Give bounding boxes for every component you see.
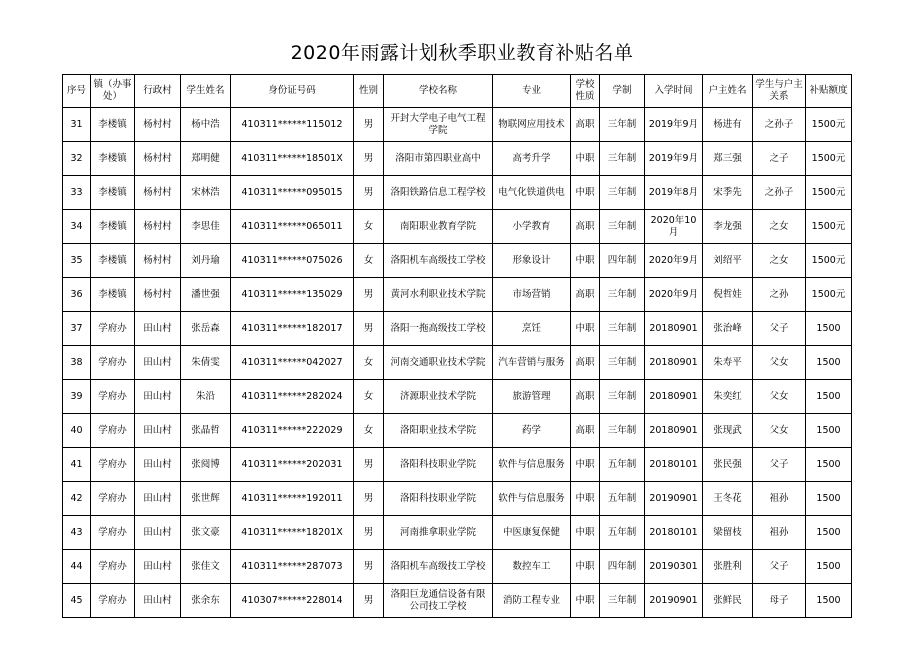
cell-col-relation: 之女 <box>753 244 806 278</box>
cell-col-town: 学府办 <box>91 448 135 482</box>
header-col-duration: 学制 <box>600 75 645 108</box>
cell-col-school-name: 洛阳科技职业学院 <box>384 482 493 516</box>
cell-col-householder: 倪哲娃 <box>703 278 753 312</box>
cell-col-major: 高考升学 <box>493 142 571 176</box>
cell-col-no: 44 <box>63 550 91 584</box>
cell-col-id-number: 410311******115012 <box>231 108 354 142</box>
cell-col-id-number: 410311******095015 <box>231 176 354 210</box>
cell-col-school-type: 中职 <box>571 482 600 516</box>
cell-col-id-number: 410311******18201X <box>231 516 354 550</box>
cell-col-duration: 四年制 <box>600 550 645 584</box>
cell-col-householder: 梁留枝 <box>703 516 753 550</box>
cell-col-school-type: 高职 <box>571 380 600 414</box>
cell-col-gender: 女 <box>354 244 384 278</box>
cell-col-town: 学府办 <box>91 550 135 584</box>
cell-col-duration: 三年制 <box>600 312 645 346</box>
cell-col-subsidy: 1500元 <box>806 244 852 278</box>
cell-col-town: 李楼镇 <box>91 244 135 278</box>
cell-col-gender: 男 <box>354 482 384 516</box>
table-row <box>63 346 852 380</box>
cell-col-major: 形象设计 <box>493 244 571 278</box>
cell-col-relation: 祖孙 <box>753 482 806 516</box>
cell-col-school-type: 中职 <box>571 448 600 482</box>
cell-col-id-number: 410311******18501X <box>231 142 354 176</box>
cell-col-relation: 之子 <box>753 142 806 176</box>
cell-col-relation: 父子 <box>753 312 806 346</box>
cell-col-student-name: 杨中浩 <box>181 108 231 142</box>
cell-col-major: 烹饪 <box>493 312 571 346</box>
cell-col-major: 软件与信息服务 <box>493 448 571 482</box>
cell-col-gender: 男 <box>354 142 384 176</box>
cell-col-relation: 之孙 <box>753 278 806 312</box>
cell-col-village: 田山村 <box>135 346 181 380</box>
cell-col-id-number: 410311******065011 <box>231 210 354 244</box>
cell-col-school-type: 高职 <box>571 414 600 448</box>
cell-col-major: 数控车工 <box>493 550 571 584</box>
cell-col-id-number: 410311******182017 <box>231 312 354 346</box>
cell-col-subsidy: 1500 <box>806 346 852 380</box>
cell-col-school-name: 开封大学电子电气工程学院 <box>384 108 493 142</box>
cell-col-student-name: 张岳森 <box>181 312 231 346</box>
cell-col-householder: 刘绍平 <box>703 244 753 278</box>
cell-col-householder: 张民强 <box>703 448 753 482</box>
header-col-no: 序号 <box>63 75 91 108</box>
cell-col-gender: 女 <box>354 414 384 448</box>
cell-col-town: 李楼镇 <box>91 108 135 142</box>
cell-col-school-name: 洛阳科技职业学院 <box>384 448 493 482</box>
cell-col-student-name: 郑明健 <box>181 142 231 176</box>
cell-col-major: 旅游管理 <box>493 380 571 414</box>
cell-col-subsidy: 1500元 <box>806 210 852 244</box>
cell-col-no: 41 <box>63 448 91 482</box>
cell-col-relation: 祖孙 <box>753 516 806 550</box>
cell-col-gender: 女 <box>354 346 384 380</box>
cell-col-enroll-date: 2020年10月 <box>645 210 703 244</box>
table-row <box>63 550 852 584</box>
cell-col-village: 杨村村 <box>135 278 181 312</box>
cell-col-relation: 父女 <box>753 346 806 380</box>
header-col-relation: 学生与户主关系 <box>753 75 806 108</box>
cell-col-student-name: 张佳文 <box>181 550 231 584</box>
cell-col-duration: 三年制 <box>600 176 645 210</box>
table-row <box>63 312 852 346</box>
cell-col-school-type: 高职 <box>571 346 600 380</box>
cell-col-gender: 男 <box>354 550 384 584</box>
subsidy-table <box>62 74 852 618</box>
cell-col-village: 田山村 <box>135 516 181 550</box>
cell-col-enroll-date: 20180101 <box>645 516 703 550</box>
cell-col-duration: 三年制 <box>600 108 645 142</box>
cell-col-no: 35 <box>63 244 91 278</box>
header-col-school-type: 学校性质 <box>571 75 600 108</box>
cell-col-householder: 张现武 <box>703 414 753 448</box>
cell-col-enroll-date: 20180901 <box>645 312 703 346</box>
cell-col-subsidy: 1500 <box>806 448 852 482</box>
cell-col-major: 市场营销 <box>493 278 571 312</box>
cell-col-major: 物联网应用技术 <box>493 108 571 142</box>
cell-col-subsidy: 1500 <box>806 584 852 618</box>
table-row <box>63 482 852 516</box>
cell-col-gender: 男 <box>354 176 384 210</box>
cell-col-school-type: 中职 <box>571 176 600 210</box>
cell-col-school-name: 济源职业技术学院 <box>384 380 493 414</box>
cell-col-subsidy: 1500元 <box>806 108 852 142</box>
cell-col-school-type: 中职 <box>571 584 600 618</box>
cell-col-duration: 三年制 <box>600 278 645 312</box>
cell-col-enroll-date: 2020年9月 <box>645 278 703 312</box>
cell-col-town: 学府办 <box>91 482 135 516</box>
cell-col-enroll-date: 2020年9月 <box>645 244 703 278</box>
cell-col-duration: 五年制 <box>600 482 645 516</box>
cell-col-school-name: 河南推拿职业学院 <box>384 516 493 550</box>
cell-col-village: 杨村村 <box>135 176 181 210</box>
cell-col-subsidy: 1500元 <box>806 142 852 176</box>
cell-col-village: 杨村村 <box>135 210 181 244</box>
cell-col-major: 软件与信息服务 <box>493 482 571 516</box>
table-row <box>63 448 852 482</box>
cell-col-gender: 女 <box>354 380 384 414</box>
cell-col-village: 杨村村 <box>135 142 181 176</box>
cell-col-student-name: 张余东 <box>181 584 231 618</box>
cell-col-town: 李楼镇 <box>91 142 135 176</box>
cell-col-gender: 女 <box>354 210 384 244</box>
cell-col-relation: 之孙子 <box>753 176 806 210</box>
header-col-gender: 性别 <box>354 75 384 108</box>
cell-col-householder: 宋季先 <box>703 176 753 210</box>
cell-col-school-name: 洛阳机车高级技工学校 <box>384 244 493 278</box>
header-col-subsidy: 补贴额度 <box>806 75 852 108</box>
cell-col-householder: 王冬花 <box>703 482 753 516</box>
cell-col-student-name: 宋林浩 <box>181 176 231 210</box>
cell-col-householder: 张胜利 <box>703 550 753 584</box>
cell-col-no: 32 <box>63 142 91 176</box>
cell-col-no: 34 <box>63 210 91 244</box>
table-row <box>63 176 852 210</box>
cell-col-no: 37 <box>63 312 91 346</box>
table-row <box>63 278 852 312</box>
cell-col-major: 药学 <box>493 414 571 448</box>
cell-col-school-type: 中职 <box>571 516 600 550</box>
cell-col-town: 学府办 <box>91 380 135 414</box>
cell-col-gender: 男 <box>354 516 384 550</box>
table-row <box>63 142 852 176</box>
cell-col-town: 学府办 <box>91 414 135 448</box>
cell-col-gender: 男 <box>354 448 384 482</box>
cell-col-subsidy: 1500元 <box>806 176 852 210</box>
cell-col-student-name: 朱沿 <box>181 380 231 414</box>
cell-col-student-name: 潘世强 <box>181 278 231 312</box>
cell-col-subsidy: 1500 <box>806 516 852 550</box>
cell-col-student-name: 刘丹瑜 <box>181 244 231 278</box>
cell-col-householder: 朱奕红 <box>703 380 753 414</box>
cell-col-student-name: 张晶哲 <box>181 414 231 448</box>
cell-col-student-name: 张文豪 <box>181 516 231 550</box>
cell-col-major: 小学教育 <box>493 210 571 244</box>
cell-col-school-type: 中职 <box>571 550 600 584</box>
header-col-enroll-date: 入学时间 <box>645 75 703 108</box>
cell-col-no: 36 <box>63 278 91 312</box>
cell-col-village: 田山村 <box>135 380 181 414</box>
cell-col-town: 学府办 <box>91 346 135 380</box>
cell-col-school-name: 南阳职业教育学院 <box>384 210 493 244</box>
header-col-student-name: 学生姓名 <box>181 75 231 108</box>
cell-col-student-name: 李思佳 <box>181 210 231 244</box>
cell-col-householder: 郑三强 <box>703 142 753 176</box>
cell-col-id-number: 410311******192011 <box>231 482 354 516</box>
cell-col-duration: 三年制 <box>600 380 645 414</box>
cell-col-student-name: 朱倩雯 <box>181 346 231 380</box>
cell-col-enroll-date: 20190901 <box>645 584 703 618</box>
cell-col-school-name: 洛阳巨龙通信设备有限公司技工学校 <box>384 584 493 618</box>
cell-col-gender: 男 <box>354 312 384 346</box>
cell-col-relation: 之女 <box>753 210 806 244</box>
cell-col-householder: 张治峰 <box>703 312 753 346</box>
header-col-school-name: 学校名称 <box>384 75 493 108</box>
header-col-village: 行政村 <box>135 75 181 108</box>
cell-col-town: 学府办 <box>91 516 135 550</box>
table-row <box>63 210 852 244</box>
cell-col-relation: 父子 <box>753 448 806 482</box>
cell-col-student-name: 张阅博 <box>181 448 231 482</box>
table-header <box>63 75 852 108</box>
cell-col-relation: 父子 <box>753 550 806 584</box>
header-col-id-number: 身份证号码 <box>231 75 354 108</box>
cell-col-subsidy: 1500 <box>806 312 852 346</box>
table-row <box>63 244 852 278</box>
table-row <box>63 516 852 550</box>
cell-col-village: 田山村 <box>135 312 181 346</box>
cell-col-duration: 三年制 <box>600 346 645 380</box>
cell-col-school-name: 洛阳铁路信息工程学校 <box>384 176 493 210</box>
table-row <box>63 414 852 448</box>
cell-col-relation: 母子 <box>753 584 806 618</box>
cell-col-duration: 三年制 <box>600 414 645 448</box>
cell-col-major: 消防工程专业 <box>493 584 571 618</box>
cell-col-gender: 男 <box>354 584 384 618</box>
cell-col-major: 中医康复保健 <box>493 516 571 550</box>
cell-col-enroll-date: 20190901 <box>645 482 703 516</box>
cell-col-school-name: 洛阳市第四职业高中 <box>384 142 493 176</box>
cell-col-enroll-date: 2019年9月 <box>645 142 703 176</box>
cell-col-school-type: 高职 <box>571 108 600 142</box>
cell-col-id-number: 410311******287073 <box>231 550 354 584</box>
cell-col-no: 43 <box>63 516 91 550</box>
cell-col-town: 李楼镇 <box>91 278 135 312</box>
cell-col-no: 39 <box>63 380 91 414</box>
page-title: 2020年雨露计划秋季职业教育补贴名单 <box>290 42 634 64</box>
cell-col-id-number: 410307******228014 <box>231 584 354 618</box>
cell-col-duration: 三年制 <box>600 142 645 176</box>
cell-col-householder: 李龙强 <box>703 210 753 244</box>
cell-col-village: 田山村 <box>135 550 181 584</box>
cell-col-duration: 五年制 <box>600 516 645 550</box>
cell-col-school-name: 洛阳一拖高级技工学校 <box>384 312 493 346</box>
cell-col-id-number: 410311******282024 <box>231 380 354 414</box>
cell-col-village: 杨村村 <box>135 244 181 278</box>
cell-col-enroll-date: 20180901 <box>645 346 703 380</box>
cell-col-subsidy: 1500 <box>806 482 852 516</box>
cell-col-village: 田山村 <box>135 448 181 482</box>
table-row <box>63 380 852 414</box>
cell-col-id-number: 410311******202031 <box>231 448 354 482</box>
cell-col-relation: 之孙子 <box>753 108 806 142</box>
cell-col-enroll-date: 20180101 <box>645 448 703 482</box>
cell-col-enroll-date: 2019年9月 <box>645 108 703 142</box>
cell-col-school-type: 中职 <box>571 142 600 176</box>
header-col-major: 专业 <box>493 75 571 108</box>
cell-col-town: 李楼镇 <box>91 210 135 244</box>
cell-col-relation: 父女 <box>753 380 806 414</box>
cell-col-subsidy: 1500 <box>806 414 852 448</box>
cell-col-no: 42 <box>63 482 91 516</box>
cell-col-subsidy: 1500 <box>806 550 852 584</box>
cell-col-duration: 四年制 <box>600 244 645 278</box>
cell-col-school-type: 高职 <box>571 278 600 312</box>
cell-col-enroll-date: 20180901 <box>645 380 703 414</box>
header-col-town: 镇（办事处） <box>91 75 135 108</box>
cell-col-enroll-date: 20190301 <box>645 550 703 584</box>
cell-col-school-name: 洛阳机车高级技工学校 <box>384 550 493 584</box>
cell-col-id-number: 410311******222029 <box>231 414 354 448</box>
cell-col-village: 田山村 <box>135 414 181 448</box>
cell-col-duration: 三年制 <box>600 210 645 244</box>
cell-col-householder: 杨进有 <box>703 108 753 142</box>
cell-col-major: 汽车营销与服务 <box>493 346 571 380</box>
cell-col-gender: 男 <box>354 108 384 142</box>
cell-col-duration: 三年制 <box>600 584 645 618</box>
cell-col-gender: 男 <box>354 278 384 312</box>
cell-col-school-name: 黄河水利职业技术学院 <box>384 278 493 312</box>
cell-col-householder: 张鲜民 <box>703 584 753 618</box>
cell-col-householder: 朱寿平 <box>703 346 753 380</box>
cell-col-village: 杨村村 <box>135 108 181 142</box>
cell-col-duration: 五年制 <box>600 448 645 482</box>
cell-col-id-number: 410311******075026 <box>231 244 354 278</box>
cell-col-school-name: 河南交通职业技术学院 <box>384 346 493 380</box>
cell-col-id-number: 410311******135029 <box>231 278 354 312</box>
cell-col-school-name: 洛阳职业技术学院 <box>384 414 493 448</box>
cell-col-town: 学府办 <box>91 584 135 618</box>
cell-col-town: 学府办 <box>91 312 135 346</box>
cell-col-relation: 父女 <box>753 414 806 448</box>
cell-col-id-number: 410311******042027 <box>231 346 354 380</box>
table-row <box>63 584 852 618</box>
cell-col-enroll-date: 2019年8月 <box>645 176 703 210</box>
header-col-householder: 户主姓名 <box>703 75 753 108</box>
cell-col-school-type: 中职 <box>571 244 600 278</box>
cell-col-major: 电气化铁道供电 <box>493 176 571 210</box>
cell-col-school-type: 高职 <box>571 210 600 244</box>
cell-col-village: 田山村 <box>135 482 181 516</box>
table-body <box>63 108 852 618</box>
cell-col-town: 李楼镇 <box>91 176 135 210</box>
cell-col-no: 33 <box>63 176 91 210</box>
cell-col-subsidy: 1500 <box>806 380 852 414</box>
cell-col-no: 45 <box>63 584 91 618</box>
cell-col-subsidy: 1500元 <box>806 278 852 312</box>
cell-col-no: 40 <box>63 414 91 448</box>
cell-col-enroll-date: 20180901 <box>645 414 703 448</box>
cell-col-no: 31 <box>63 108 91 142</box>
cell-col-student-name: 张世辉 <box>181 482 231 516</box>
table-row <box>63 108 852 142</box>
cell-col-school-type: 中职 <box>571 312 600 346</box>
cell-col-village: 田山村 <box>135 584 181 618</box>
cell-col-no: 38 <box>63 346 91 380</box>
